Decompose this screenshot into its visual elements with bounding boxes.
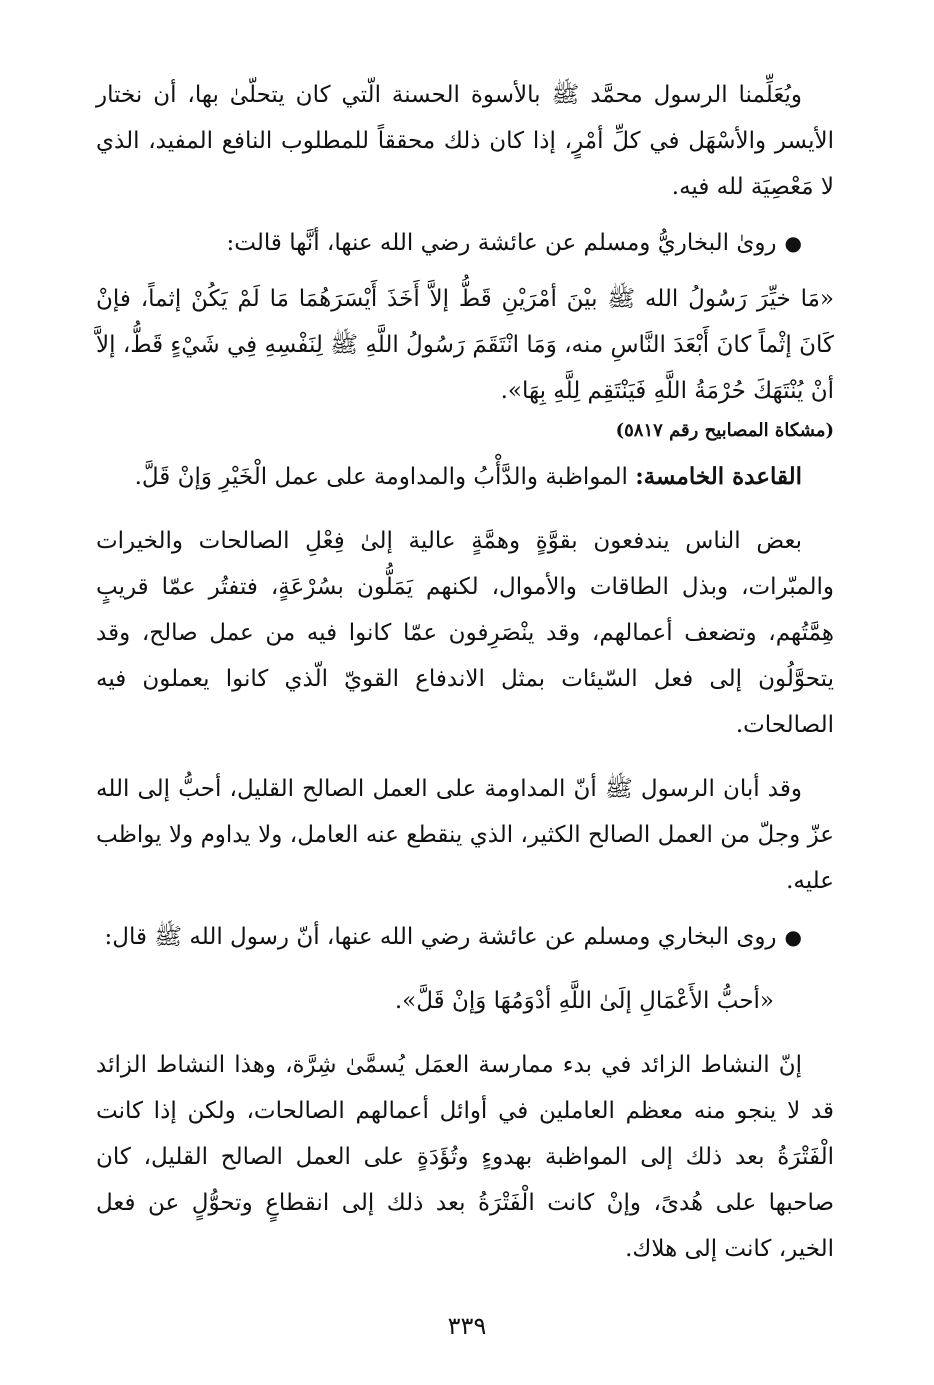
hadith-quote-2: «أحبُّ الأَعْمَالِ إلَىٰ اللَّهِ أدْوَمُهَا وَإنْ قَلَّ». — [394, 988, 774, 1014]
bullet-icon: ● — [784, 925, 802, 949]
bullet-narration-1 — [96, 220, 834, 266]
paragraph-intro: ويُعَلِّمنا الرسول محمَّد ﷺ بالأسوة الحسنة الّتي كان يتحلّىٰ بها، أن نختار الأيسر والأسْهَل في كلِّ أمْرٍ، إذا كان ذلك محققاً للمطلوب النافع المفيد، الذي لا مَعْصِيَة لله فيه. — [96, 82, 834, 200]
narration-text-1: روىٰ البخاريُّ ومسلم عن عائشة رضي الله عنها، أنَّها قالت: — [226, 230, 777, 256]
bullet-icon: ● — [784, 231, 802, 255]
paragraph-consistency: وقد أبان الرسول ﷺ أنّ المداومة على العمل الصالح القليل، أحبُّ إلى الله عزّ وجلّ من العمل الصالح الكثير، الذي ينقطع عنه العامل، ولا يداوم ولا يواظب عليه. — [96, 776, 834, 894]
page-number: ٣٣٩ — [447, 1312, 487, 1340]
paragraph-zeal: إنّ النشاط الزائد في بدء ممارسة العمَل يُسمَّىٰ شِرَّة، وهذا النشاط الزائد قد لا ينجو منه معظم العاملين في أوائل أعمالهم الصالحات، ولكن إذا كانت الْفَتْرَةُ بعد ذلك إلى المواظبة بهدوءٍ وتُؤَدَةٍ على العمل الصالح القليل، كان صاحبها على هُدىً، وإنْ كانت الْفَتْرَةُ بعد ذلك إلى انقطاعٍ وتحوُّلٍ عن فعل الخير، كانت إلى هلاك. — [96, 1052, 834, 1262]
rule-title: القاعدة الخامسة: — [635, 463, 802, 490]
narration-text-2: روى البخاري ومسلم عن عائشة رضي الله عنها، أنّ رسول الله ﷺ قال: — [104, 924, 777, 950]
bullet-narration-2 — [96, 914, 834, 960]
hadith-quote-1: «مَا خيِّرَ رَسُولُ الله ﷺ بيْنَ أمْرَيْنِ قَطُّ إلاَّ أَخَذَ أَيْسَرَهُمَا مَا لَمْ يَكُنْ إثماً، فإنْ كَانَ إثْماً كانَ أَبْعَدَ النَّاسِ منه، وَمَا انْتَقَمَ رَسُولُ اللَّهِ ﷺ لِنَفْسِهِ فِي شَيْءٍ قَطُّ، إلاَّ أنْ يُنْتَهَكَ حُرْمَةُ اللَّهِ فَيَنْتَقِم لِلَّهِ بِهَا». — [96, 286, 834, 404]
hadith-source: (مشكاة المصابيح رقم ٥٨١٧) — [615, 420, 834, 441]
rule-text: المواظبة والدَّأْبُ والمداومة على عمل الْخَيْرِ وَإنْ قَلَّ. — [134, 464, 628, 490]
paragraph-enthusiasm: بعض الناس يندفعون بقوَّةٍ وهمَّةٍ عالية إلىٰ فِعْلِ الصالحات والخيرات والمبّرات، وبذل الطاقات والأموال، لكنهم يَمَلُّون بسُرْعَةٍ، فتفتُر عمّا قريبٍ هِمَّتُهم، وتضعف أعمالهم، وقد ينْصَرِفون عمّا كانوا فيه من عمل صالح، وقد يتحوَّلُون إلى فعل السّيئات بمثل الاندفاع القويّ الّذي كانوا يعملون فيه الصالحات. — [96, 528, 834, 738]
rule-heading — [96, 454, 834, 500]
page-body — [96, 72, 834, 1272]
